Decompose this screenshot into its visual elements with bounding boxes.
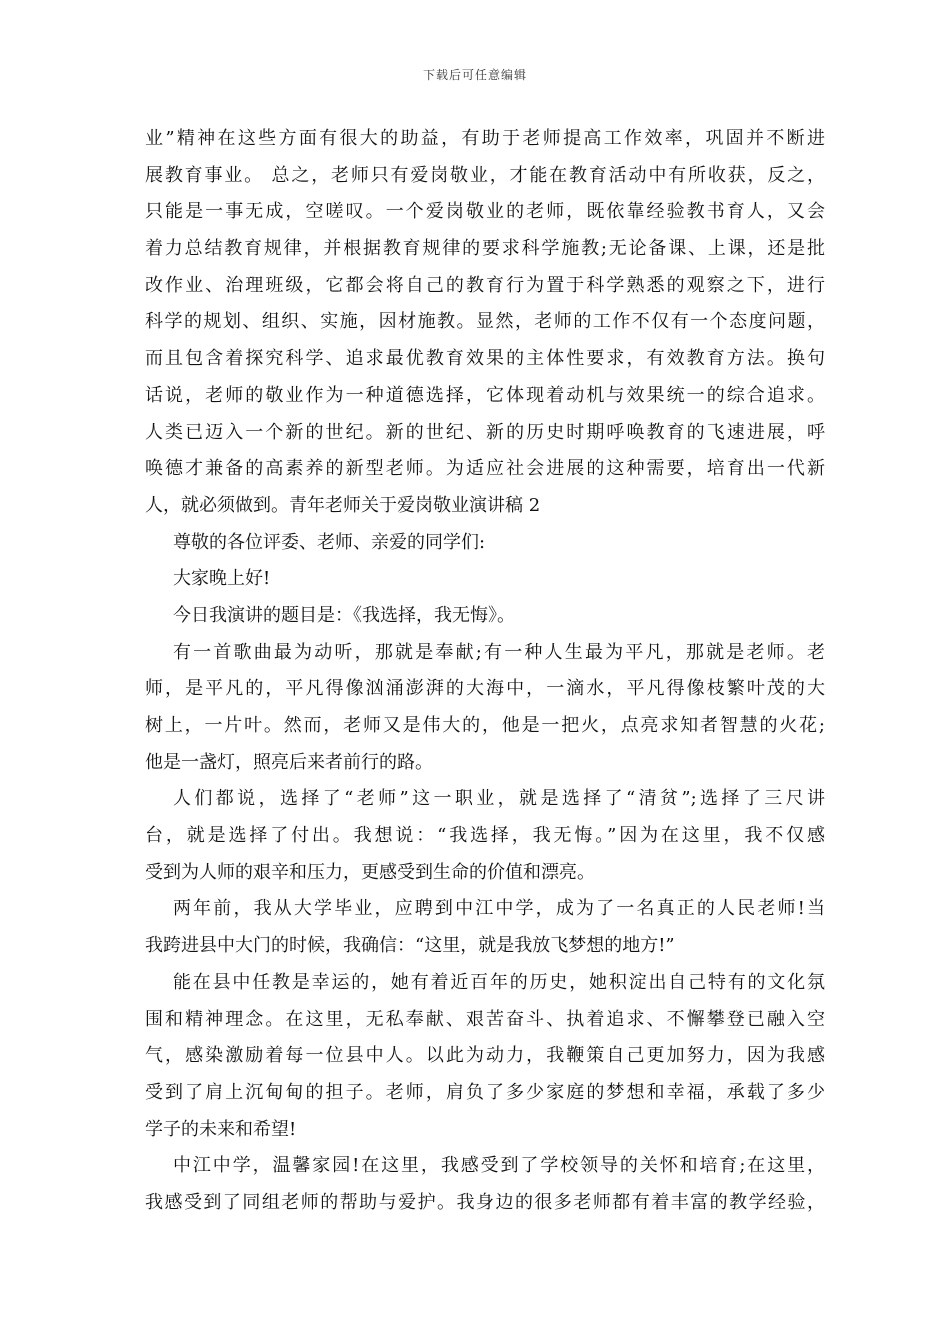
text-line: 业”精神在这些方面有很大的助益，有助于老师提高工作效率，巩固并不断进 (145, 128, 825, 149)
text-line: 而且包含着探究科学、追求最优教育效果的主体性要求，有效教育方法。换句 (145, 348, 825, 370)
text-line: 台，就是选择了付出。我想说：“我选择，我无悔。”因为在这里，我不仅感 (145, 825, 825, 847)
page-header: 下载后可任意编辑 (422, 68, 527, 82)
text-line: 话说，老师的敬业作为一种道德选择，它体现着动机与效果统一的综合追求。 (145, 384, 825, 406)
text-line: 能在县中任教是幸运的，她有着近百年的历史，她积淀出自己特有的文化氛 (173, 971, 825, 993)
text-line: 唤德才兼备的高素养的新型老师。为适应社会进展的这种需要，培育出一代新 (145, 458, 825, 480)
document-body (145, 121, 825, 1222)
speech-title-line: 今日我演讲的题目是：《我选择，我无悔》。 (173, 604, 515, 626)
text-line: 师，是平凡的，平凡得像汹涌澎湃的大海中，一滴水，平凡得像枝繁叶茂的大 (145, 678, 825, 700)
text-line: 树上，一片叶。然而，老师又是伟大的，他是一把火，点亮求知者智慧的火花; (145, 715, 825, 736)
text-line: 科学的规划、组织、实施，因材施教。显然，老师的工作不仅有一个态度问题， (145, 311, 825, 333)
text-line: 展教育事业。 总之，老师只有爱岗敬业，才能在教育活动中有所收获，反之， (145, 164, 825, 186)
text-line: 中江中学，温馨家园!在这里，我感受到了学校领导的关怀和培育;在这里， (173, 1155, 825, 1177)
text-line: 我跨进县中大门的时候，我确信：“这里，就是我放飞梦想的地方!” (145, 935, 675, 957)
text-line: 人们都说，选择了“老师”这一职业，就是选择了“清贫”;选择了三尺讲 (173, 788, 825, 810)
text-line: 受到为人师的艰辛和压力，更感受到生命的价值和漂亮。 (145, 861, 595, 883)
greeting-line: 大家晚上好! (173, 568, 271, 590)
text-line: 着力总结教育规律，并根据教育规律的要求科学施教;无论备课、上课，还是批 (145, 238, 825, 260)
text-line: 两年前，我从大学毕业，应聘到中江中学，成为了一名真正的人民老师!当 (173, 898, 825, 920)
text-line: 学子的未来和希望! (145, 1118, 297, 1140)
text-line: 改作业、治理班级，它都会将自己的教育行为置于科学熟悉的观察之下，进行 (145, 274, 825, 296)
salutation-line: 尊敬的各位评委、老师、亲爱的同学们: (173, 531, 486, 553)
text-line: 气，感染激励着每一位县中人。以此为动力，我鞭策自己更加努力，因为我感 (145, 1045, 825, 1067)
text-line: 受到了肩上沉甸甸的担子。老师，肩负了多少家庭的梦想和幸福，承载了多少 (145, 1081, 825, 1103)
text-line: 人类已迈入一个新的世纪。新的世纪、新的历史时期呼唤教育的飞速进展，呼 (145, 421, 825, 443)
text-line: 有一首歌曲最为动听，那就是奉献;有一种人生最为平凡，那就是老师。老 (173, 641, 825, 663)
text-line: 他是一盏灯，照亮后来者前行的路。 (145, 751, 433, 773)
text-line: 只能是一事无成，空嗟叹。一个爱岗敬业的老师，既依靠经验教书育人，又会 (145, 201, 825, 223)
text-line: 人，就必须做到。青年老师关于爱岗敬业演讲稿 2 (145, 494, 541, 516)
text-line: 围和精神理念。在这里，无私奉献、艰苦奋斗、执着追求、不懈攀登已融入空 (145, 1008, 825, 1030)
text-line: 我感受到了同组老师的帮助与爱护。我身边的很多老师都有着丰富的教学经验， (145, 1191, 825, 1213)
